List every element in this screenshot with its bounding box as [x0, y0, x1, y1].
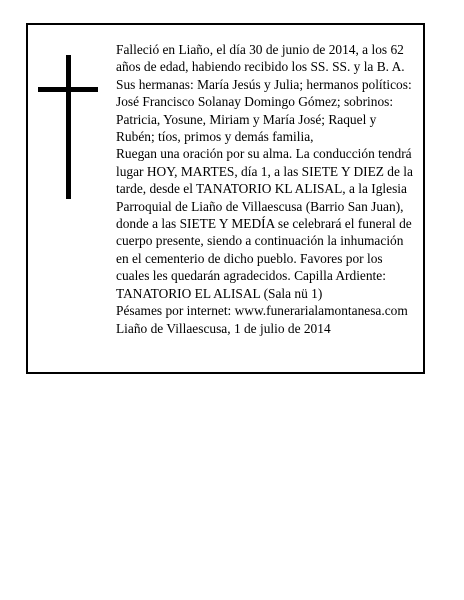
- obituary-line: años de edad, habiendo recibido los SS. SS. y la B. A.: [116, 59, 405, 75]
- obituary-line: Ruegan una oración por su alma. La conducción tendrá: [116, 146, 412, 162]
- obituary-line: Rubén; tíos, primos y demás familia,: [116, 129, 314, 145]
- obituary-line: lugar HOY, MARTES, día 1, a las SIETE Y DIEZ de la: [116, 163, 413, 179]
- obituary-line: donde a las SIETE Y MEDÍA se celebrará el funeral de: [116, 216, 412, 232]
- cross-horizontal-bar: [38, 87, 98, 92]
- obituary-line: Sus hermanas: María Jesús y Julia; hermanos políticos:: [116, 76, 412, 92]
- obituary-line: cuales les quedarán agradecidos. Capilla Ardiente:: [116, 268, 386, 284]
- obituary-line: Falleció en Liaño, el día 30 de junio de 2014, a los 62: [116, 42, 404, 57]
- obituary-line: José Francisco Solanay Domingo Gómez; sobrinos:: [116, 94, 394, 110]
- obituary-notice: [26, 23, 425, 374]
- obituary-text: [116, 41, 422, 337]
- obituary-line: en el cementerio de dicho pueblo. Favores por los: [116, 250, 383, 266]
- obituary-line: TANATORIO EL ALISAL (Sala nü 1): [116, 285, 323, 301]
- obituary-line: tarde, desde el TANATORIO KL ALISAL, a la Iglesia: [116, 181, 407, 197]
- cross-vertical-bar: [66, 55, 71, 199]
- obituary-line: Patricia, Yosune, Miriam y María José; Raquel y: [116, 111, 377, 127]
- obituary-line: Parroquial de Liaño de Villaescusa (Barrio San Juan),: [116, 198, 404, 214]
- obituary-line: Pésames por internet: www.funerarialamontanesa.com: [116, 303, 408, 319]
- cross-icon: [38, 55, 98, 199]
- obituary-line: cuerpo presente, siendo a continuación la inhumación: [116, 233, 404, 249]
- obituary-line: Liaño de Villaescusa, 1 de julio de 2014: [116, 320, 331, 336]
